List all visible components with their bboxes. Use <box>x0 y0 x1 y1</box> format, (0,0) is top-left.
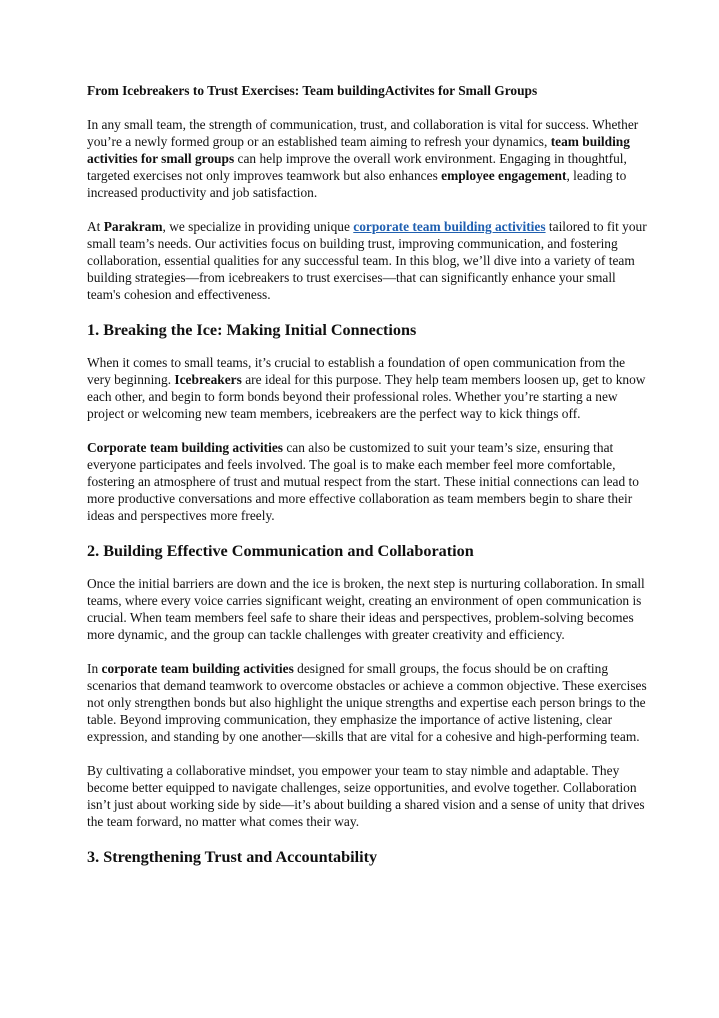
bold-phrase-icebreakers: Icebreakers <box>174 372 242 387</box>
section-1-heading: 1. Breaking the Ice: Making Initial Connections <box>87 321 417 339</box>
document-title: From Icebreakers to Trust Exercises: Team buildingActivites for Small Groups <box>87 83 538 98</box>
section-2-heading: 2. Building Effective Communication and Collaboration <box>87 542 474 560</box>
bold-phrase-team-building-small-groups: team building activities for small groups <box>87 134 630 166</box>
text-run: are ideal for this purpose. They help team members loosen up, get to know each other, and begin to form bonds beyond their professional roles. Whether you’re starting a new project or welcoming new team members, icebreakers are the perfect way to kick things off. <box>87 372 646 421</box>
section-2-paragraph-2 <box>87 660 647 745</box>
text-run: In any small team, the strength of communication, trust, and collaboration is vital for success. Whether you’re a newly formed group or an established team aiming to refresh your dynamics, <box>87 117 639 149</box>
bold-phrase-corporate-team-building: Corporate team building activities <box>87 440 284 455</box>
text-run: In <box>87 661 102 676</box>
text-run: can also be customized to suit your team’s size, ensuring that everyone participates and feels involved. The goal is to make each member feel more comfortable, fostering an atmosphere of trust and mutual respect from the start. These initial connections can lead to more productive conversations and more effective collaboration as team members begin to share their ideas and perspectives more freely. <box>87 440 639 523</box>
section-3-heading: 3. Strengthening Trust and Accountability <box>87 848 378 866</box>
section-1-paragraph-2 <box>87 439 647 524</box>
section-2-paragraph-3: By cultivating a collaborative mindset, you empower your team to stay nimble and adaptable. They become better equipped to navigate challenges, seize opportunities, and evolve together. Collaboration isn’t just about working side by side—it’s about building a shared vision and a sense of unity that drives the team forward, no matter what comes their way. <box>87 763 645 829</box>
intro-paragraph-2 <box>87 218 647 303</box>
section-2-paragraph-1: Once the initial barriers are down and the ice is broken, the next step is nurturing collaboration. In small teams, where every voice carries significant weight, creating an environment of open communication is crucial. When team members feel safe to share their ideas and perspectives, problem-solving becomes more dynamic, and the group can tackle challenges with greater creativity and efficiency. <box>87 576 645 642</box>
text-run: can help improve the overall work environment. Engaging in thoughtful, targeted exercises not only improves teamwork but also enhances <box>87 151 627 183</box>
corporate-team-building-link[interactable]: corporate team building activities <box>353 219 546 234</box>
text-run: , leading to increased productivity and job satisfaction. <box>87 168 627 200</box>
bold-phrase-corporate-team-building: corporate team building activities <box>101 661 294 676</box>
text-run: , we specialize in providing unique <box>162 219 354 234</box>
text-run: designed for small groups, the focus should be on crafting scenarios that demand teamwork to overcome obstacles or achieve a common objective. These exercises not only strengthen bonds but also highlight the unique strengths and expertise each person brings to the table. Beyond improving communication, they emphasize the importance of active listening, clear expression, and standing by one another—skills that are vital for a cohesive and high-performing team. <box>87 661 647 744</box>
intro-paragraph-1 <box>87 116 647 201</box>
text-run: At <box>87 219 104 234</box>
text-run: tailored to fit your small team’s needs. Our activities focus on building trust, improving communication, and fostering collaboration, essential qualities for any successful team. In this blog, we’ll dive into a variety of team building strategies—from icebreakers to trust exercises—that can significantly enhance your small team's cohesion and effectiveness. <box>87 219 647 302</box>
bold-phrase-employee-engagement: employee engagement <box>441 168 567 183</box>
bold-phrase-parakram: Parakram <box>103 219 163 234</box>
document-page <box>87 82 647 881</box>
text-run: When it comes to small teams, it’s crucial to establish a foundation of open communication from the very beginning. <box>87 355 626 387</box>
section-1-paragraph-1 <box>87 354 647 422</box>
